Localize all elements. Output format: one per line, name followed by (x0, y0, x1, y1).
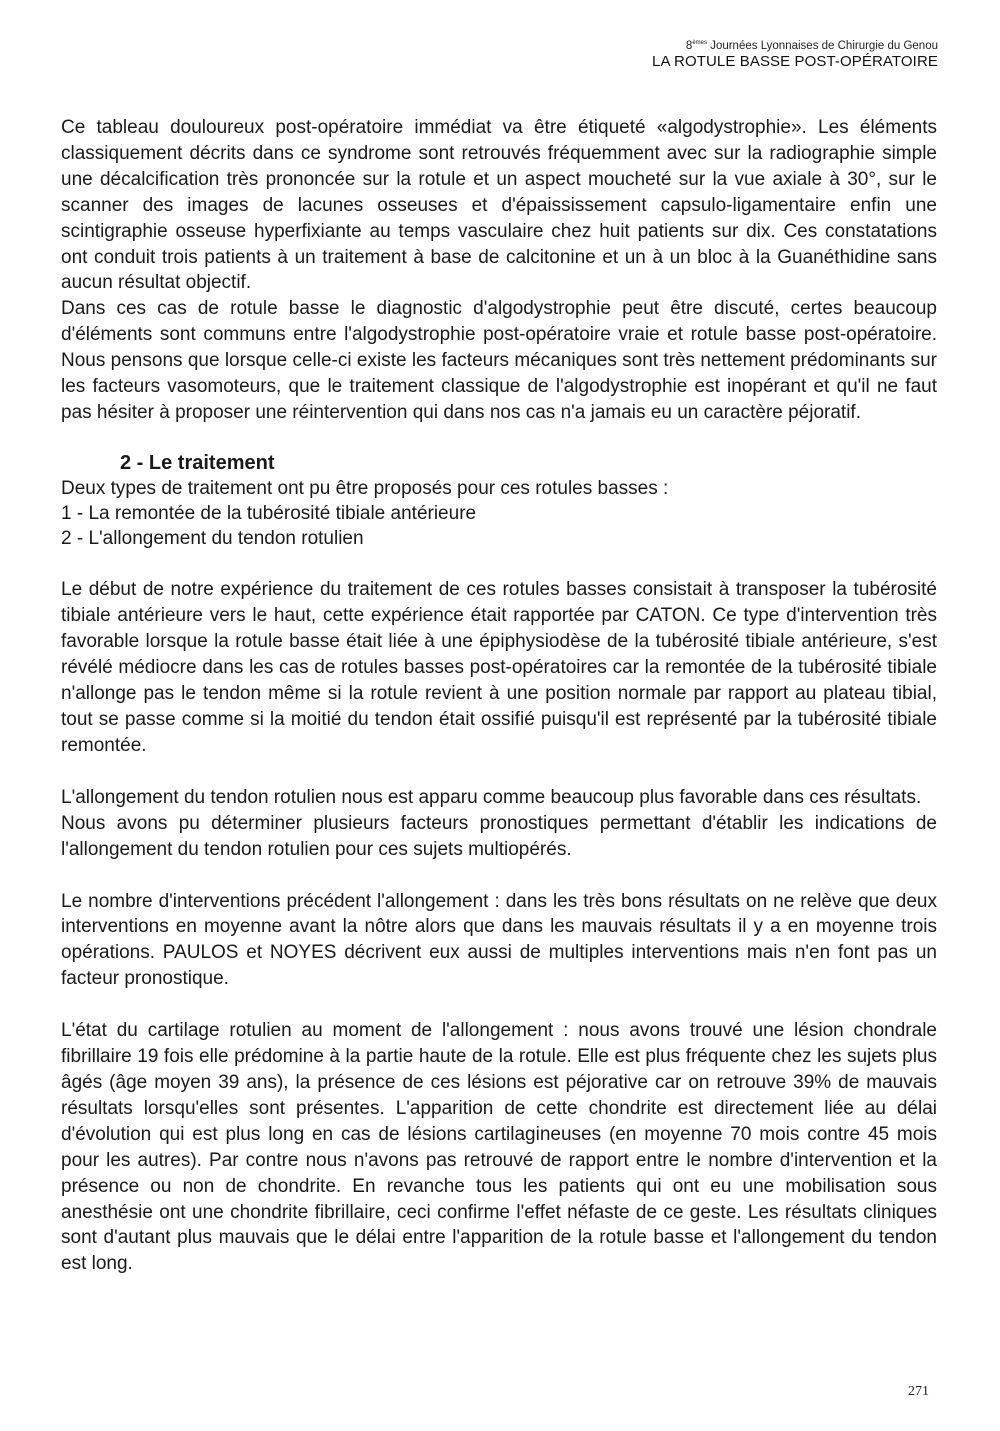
page-number: 271 (908, 1384, 929, 1399)
running-title: LA ROTULE BASSE POST-OPÉRATOIRE (652, 53, 938, 70)
section-intro: Deux types de traitement ont pu être proposés pour ces rotules basses : (61, 477, 669, 499)
spacer (61, 759, 937, 785)
page-body (61, 115, 937, 1277)
paragraph-prognostic-factors: Nous avons pu déterminer plusieurs facteurs pronostiques permettant d'établir les indications de l'allongement du tendon rotulien pour ces sujets multiopérés. (61, 812, 937, 860)
paragraph-number-of-interventions: Le nombre d'interventions précédent l'allongement : dans les très bons résultats on ne relève que deux interventions en moyenne avant la nôtre alors que dans les mauvais résultats il y a en moyenne trois opérations. PAULOS et NOYES décrivent eux aussi de multiples interventions mais n'en font pas un facteur pronostique. (61, 890, 937, 990)
running-header (652, 36, 938, 71)
section-heading: 2 - Le traitement (120, 451, 275, 474)
conference-name (652, 36, 938, 53)
spacer (61, 426, 937, 452)
spacer (61, 551, 937, 577)
spacer (61, 992, 937, 1018)
paragraph-cartilage-state: L'état du cartilage rotulien au moment de l'allongement : nous avons trouvé une lésion chondrale fibrillaire 19 fois elle prédomine à la partie haute de la rotule. Elle est plus fréquente chez les sujets plus âgés (âge moyen 39 ans), la présence de ces lésions est péjorative car on retrouve 39% de mauvais résultats lorsqu'elles sont présentes. L'apparition de cette chondrite est directement liée au délai d'évolution qui est plus long en cas de lésions cartilagineuses (en moyenne 70 mois contre 45 mois pour les autres). Par contre nous n'avons pas retrouvé de rapport entre le nombre d'intervention et la présence ou non de chondrite. En revanche tous les patients qui ont eu une mobilisation sous anesthésie ont une chondrite fibrillaire, ceci confirme l'effet néfaste de ce geste. Les résultats cliniques sont d'autant plus mauvais que le délai entre l'apparition de la rotule basse et l'allongement du tendon est long. (61, 1020, 937, 1275)
paragraph-tuberosity-transposition: Le début de notre expérience du traitement de ces rotules basses consistait à transposer la tubérosité tibiale antérieure vers le haut, cette expérience était rapportée par CATON. Ce type d'intervention très favorable lorsque la rotule basse était liée à une épiphysiodèse de la tubérosité tibiale antérieure, s'est révélé médiocre dans les cas de rotules basses post-opératoires car la remontée de la tubérosité tibiale n'allonge pas le tendon même si la rotule revient à une position normale par rapport au plateau tibial, tout se passe comme si la moitié du tendon était ossifié puisqu'il est représenté par la tubérosité tibiale remontée. (61, 579, 937, 756)
conference-ordinal: 8 (685, 40, 693, 52)
conference-ordinal-suffix: èmes (692, 40, 707, 46)
paragraph-algodystrophie-symptoms: Ce tableau douloureux post-opératoire immédiat va être étiqueté «algodystrophie». Les éléments classiquement décrits dans ce syndrome sont retrouvés fréquemment avec sur la radiographie simple une décalcification très prononcée sur la rotule et un aspect moucheté sur la vue axiale à 30°, sur le scanner des images de lacunes osseuses et d'épaississement capsulo-ligamentaire enfin une scintigraphie osseuse hyperfixiante au temps vasculaire chez huit patients sur dix. Ces constatations ont conduit trois patients à un traitement à base de calcitonine et un à un bloc à la Guanéthidine sans aucun résultat objectif. (61, 117, 937, 294)
spacer (61, 863, 937, 889)
paragraph-algodystrophie-diagnosis: Dans ces cas de rotule basse le diagnostic d'algodystrophie peut être discuté, certes beaucoup d'éléments sont communs entre l'algodystrophie post-opératoire vraie et rotule basse post-opératoire. Nous pensons que lorsque celle-ci existe les facteurs mécaniques sont très nettement prédominants sur les facteurs vasomoteurs, que le traitement classique de l'algodystrophie est inopérant et qu'il ne faut pas hésiter à proposer une réintervention qui dans nos cas n'a jamais eu un caractère péjoratif. (61, 298, 937, 423)
list-item: 2 - L'allongement du tendon rotulien (61, 528, 364, 550)
paragraph-tendon-lengthening: L'allongement du tendon rotulien nous est apparu comme beaucoup plus favorable dans ces résultats. (61, 786, 922, 808)
conference-title: Journées Lyonnaises de Chirurgie du Genou (710, 40, 938, 52)
list-item: 1 - La remontée de la tubérosité tibiale antérieure (61, 503, 477, 525)
